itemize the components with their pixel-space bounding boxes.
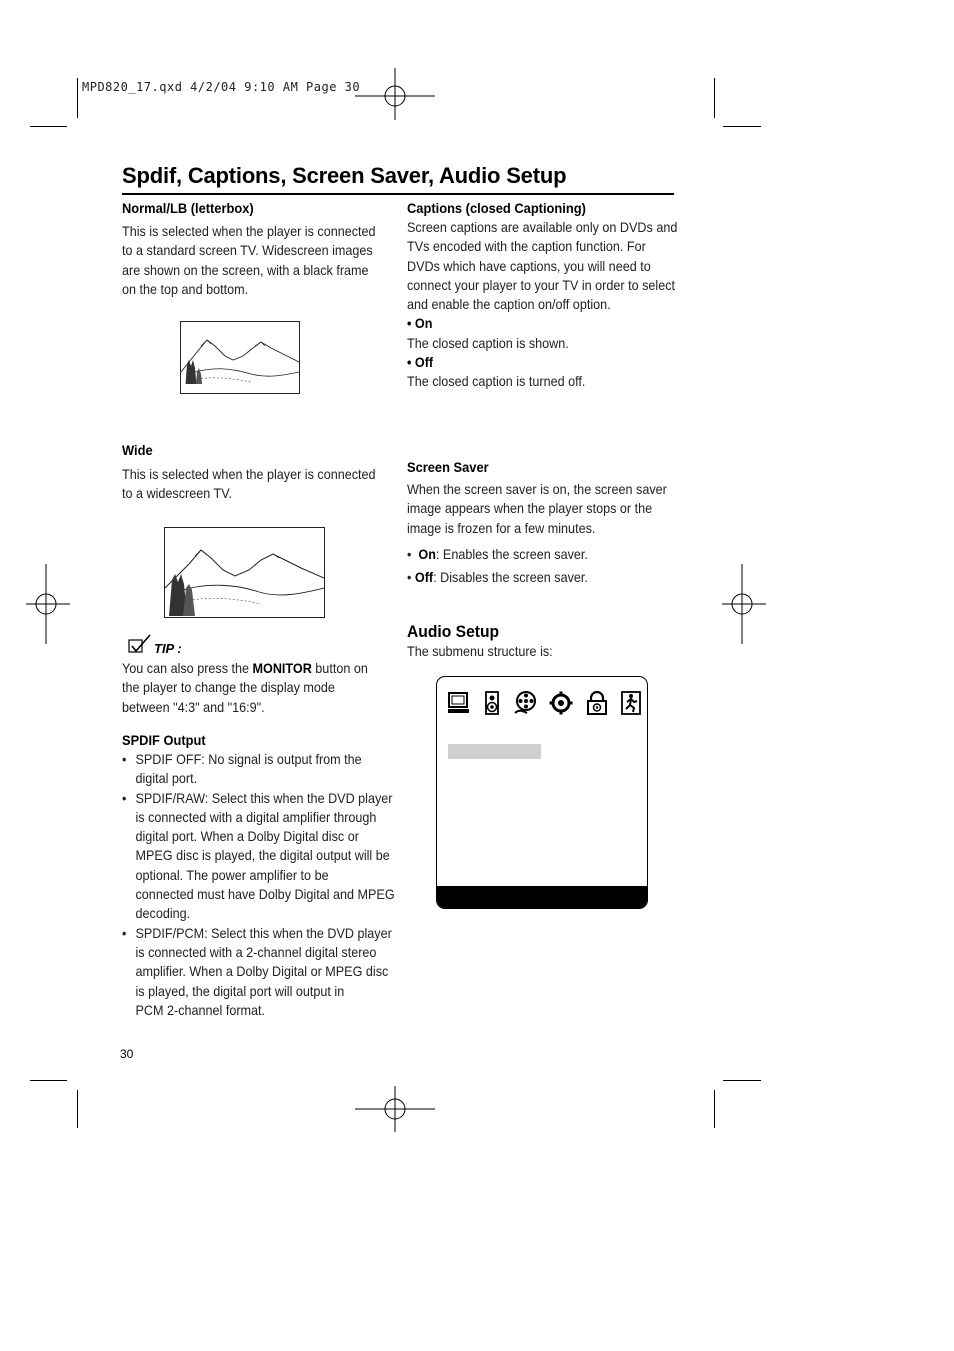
wide-text: This is selected when the player is connected to a widescreen TV.	[122, 466, 376, 502]
screen-saver-heading: Screen Saver	[407, 459, 489, 475]
normal-lb-text: This is selected when the player is connected to a standard screen TV. Widescreen images are shown on the screen, with a black frame on the top and bottom.	[122, 223, 376, 297]
gear-icon	[549, 691, 573, 715]
menu-highlight-bar	[448, 744, 541, 759]
film-reel-icon	[513, 691, 537, 715]
tip-check-icon	[128, 634, 152, 656]
tv-monitor-icon	[447, 691, 471, 715]
list-item: • SPDIF OFF: No signal is output from the digital port.	[122, 751, 362, 787]
page-number: 30	[120, 1047, 134, 1061]
print-slug: MPD820_17.qxd 4/2/04 9:10 AM Page 30	[82, 80, 361, 94]
caption-on-label: On	[414, 315, 433, 332]
list-item: • SPDIF/PCM: Select this when the DVD player is connected with a 2-channel digital stereo amplifier. When a Dolby Digital or MPEG disc is played, the digital port will output in PCM 2-channel format.	[122, 924, 392, 1018]
audio-setup-text: The submenu structure is:	[407, 643, 553, 659]
setup-menu-screen	[436, 676, 648, 909]
letterbox-illustration	[180, 321, 300, 394]
spdif-list	[122, 750, 395, 1020]
screensaver-on-label: On	[418, 546, 436, 562]
spdif-heading: SPDIF Output	[122, 732, 206, 748]
menu-bottom-bar	[437, 886, 647, 908]
monitor-button-name: MONITOR	[252, 660, 312, 676]
audio-setup-heading: Audio Setup	[407, 622, 500, 641]
widescreen-illustration	[164, 527, 325, 618]
list-item: • SPDIF/RAW: Select this when the DVD player is connected with a digital amplifier through digital port. When a Dolby Digital disc or MPEG disc is played, the digital output will be optional. The power amplifier to be connected must have Dolby Digital and MPEG decoding.	[122, 789, 395, 922]
registration-mark-top	[355, 68, 435, 120]
captions-text: Screen captions are available only on DVDs and TVs encoded with the caption function. For DVDs which have captions, you will need to connect your player to your TV in order to select and enable the caption on/off option. • On The closed caption is shown. • Off The closed caption is turned off.	[407, 219, 678, 390]
screensaver-off-label: Off	[414, 569, 434, 585]
captions-heading: Captions (closed Captioning)	[407, 200, 586, 216]
exit-running-man-icon	[619, 691, 643, 715]
normal-lb-heading: Normal/LB (letterbox)	[122, 200, 254, 216]
registration-mark-bottom	[355, 1086, 435, 1132]
page-title: Spdif, Captions, Screen Saver, Audio Setup	[122, 163, 567, 188]
registration-mark-right	[722, 564, 766, 644]
title-rule	[122, 193, 674, 195]
tip-label: TIP :	[154, 641, 182, 656]
screen-saver-text: When the screen saver is on, the screen saver image appears when the player stops or the image is frozen for a few minutes.	[407, 481, 667, 536]
wide-heading: Wide	[122, 442, 153, 458]
screen-saver-options: • On: Enables the screen saver. • Off: Disables the screen saver.	[407, 546, 588, 585]
speaker-icon	[480, 691, 504, 715]
caption-off-label: Off	[414, 354, 434, 371]
tip-text: You can also press the MONITOR button on the player to change the display mode between "4:3" and "16:9".	[122, 660, 368, 715]
padlock-icon	[585, 691, 609, 715]
registration-mark-left	[26, 564, 70, 644]
